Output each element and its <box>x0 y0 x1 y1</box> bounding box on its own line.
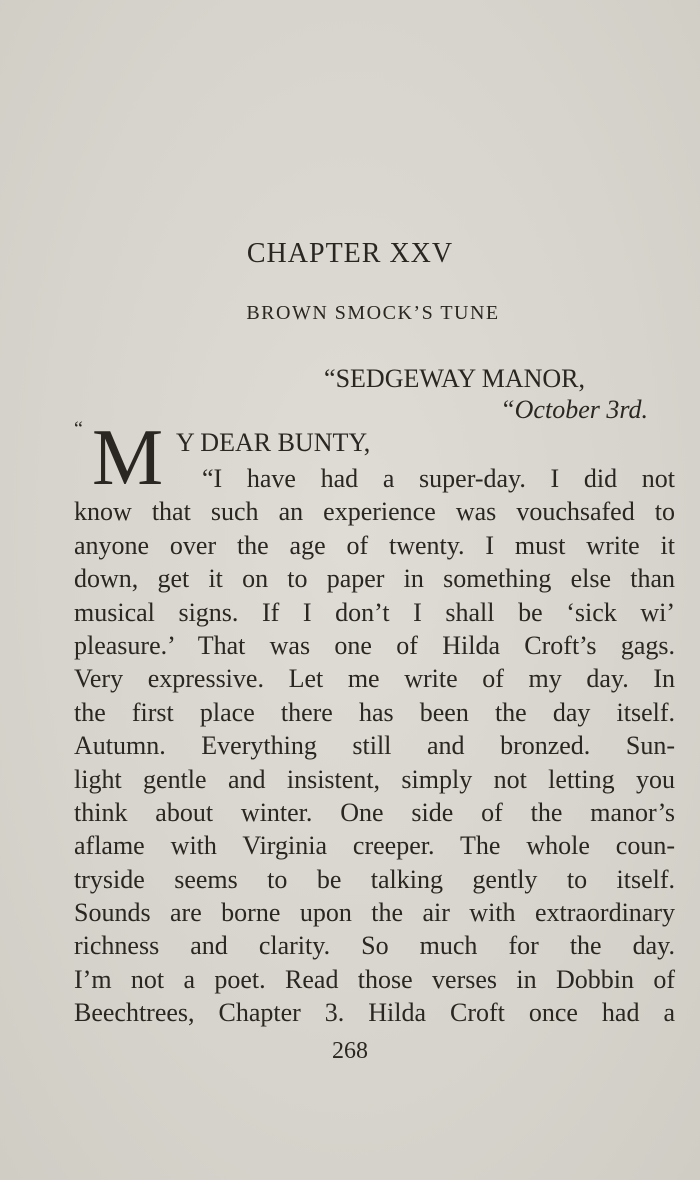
body-line: tryside seems to be talking gently to itself. <box>74 864 675 894</box>
body-line: Very expressive. Let me write of my day. In <box>74 664 675 694</box>
body-line: Sounds are borne upon the air with extraordinary <box>74 898 675 928</box>
letter-address-place: “SEDGEWAY MANOR, <box>324 364 585 393</box>
letter-salutation: Y DEAR BUNTY, <box>176 428 371 457</box>
body-line: think about winter. One side of the manor’s <box>74 797 675 827</box>
letter-body <box>74 462 675 1030</box>
body-line: down, get it on to paper in something else than <box>74 564 675 594</box>
body-line: “I have had a super-day. I did not <box>202 464 675 493</box>
body-line: I’m not a poet. Read those verses in Dobbin of <box>74 964 675 994</box>
body-line: Autumn. Everything still and bronzed. Sun- <box>74 731 675 761</box>
chapter-subtitle: BROWN SMOCK’S TUNE <box>246 302 500 324</box>
body-line: musical signs. If I don’t I shall be ‘sick wi’ <box>74 597 675 627</box>
body-line: anyone over the age of twenty. I must write it <box>74 530 675 560</box>
body-line: pleasure.’ That was one of Hilda Croft’s gags. <box>74 630 675 660</box>
body-line: the first place there has been the day itself. <box>74 697 675 727</box>
opening-quote-mark: “ <box>74 418 83 440</box>
drop-cap: M <box>92 414 164 502</box>
body-line: richness and clarity. So much for the day. <box>74 931 675 961</box>
page-number: 268 <box>332 1038 368 1064</box>
body-line: aflame with Virginia creeper. The whole coun- <box>74 831 675 861</box>
body-line: Beechtrees, Chapter 3. Hilda Croft once had a <box>74 998 675 1028</box>
body-line: light gentle and insistent, simply not letting you <box>74 764 675 794</box>
body-line: know that such an experience was vouchsafed to <box>74 497 675 527</box>
chapter-title: CHAPTER XXV <box>246 238 454 269</box>
letter-address-date: “October 3rd. <box>500 395 648 424</box>
